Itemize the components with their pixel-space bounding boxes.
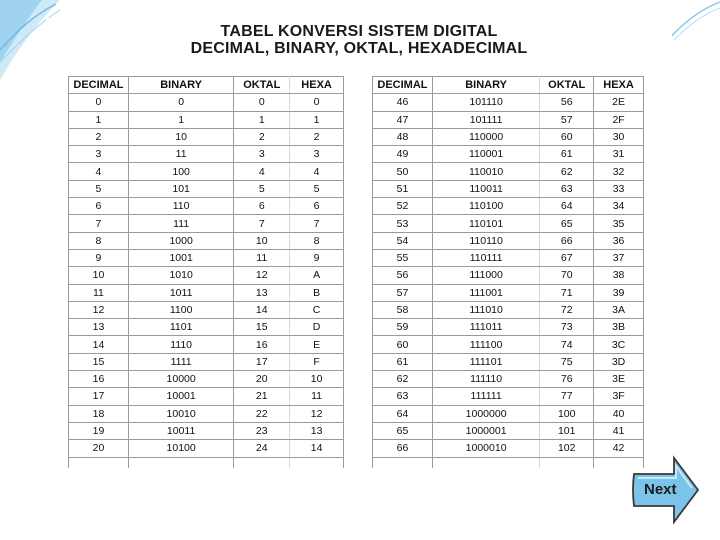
table-row [373,353,644,370]
table-cell: 12 [290,405,344,422]
table-row [373,198,644,215]
table-cell: A [290,267,344,284]
table-cell: 111100 [432,336,539,353]
table-row [69,198,344,215]
table-cell: 1101 [128,319,233,336]
table-row [69,94,344,111]
table-cell: 11 [234,249,290,266]
table-row [69,232,344,249]
table-cell: 101110 [432,94,539,111]
table-row [69,319,344,336]
table-cell: 15 [234,319,290,336]
slide-subtitle: DECIMAL, BINARY, OKTAL, HEXADECIMAL [190,40,528,57]
table-cell: 5 [69,180,129,197]
table-cell: 1 [69,111,129,128]
table-cell: 101 [540,422,594,439]
table-cell: 10 [290,371,344,388]
table-cell: 110001 [432,146,539,163]
table-row [69,336,344,353]
table-cell: 39 [594,284,644,301]
table-cell: 62 [540,163,594,180]
table-cell: 56 [373,267,433,284]
table-cell: 61 [373,353,433,370]
table-row [373,319,644,336]
table-cell: 3 [234,146,290,163]
table-cell: 1011 [128,284,233,301]
table-cell: 10000 [128,371,233,388]
conversion-table-right [372,76,644,468]
column-header-oktal: OKTAL [540,77,594,94]
table-cell: 4 [69,163,129,180]
table-row [373,284,644,301]
table-cell: 100 [540,405,594,422]
table-cell: 57 [540,111,594,128]
table-cell: 11 [128,146,233,163]
table-cell: 8 [69,232,129,249]
table-row [69,405,344,422]
column-header-hexa: HEXA [594,77,644,94]
table-cell: 111101 [432,353,539,370]
column-header-hexa: HEXA [290,77,344,94]
table-row [373,422,644,439]
table-cell: 75 [540,353,594,370]
table-cell: 58 [373,301,433,318]
table-cell: 18 [69,405,129,422]
table-cell: 110100 [432,198,539,215]
table-row [69,249,344,266]
table-row [69,128,344,145]
table-cell: 101111 [432,111,539,128]
table-cell: 111011 [432,319,539,336]
table-cell: 6 [69,198,129,215]
table-row [373,128,644,145]
table-row [69,111,344,128]
table-cell: 3D [594,353,644,370]
table-cell: 65 [540,215,594,232]
conversion-table-left [68,76,344,468]
table-cell: 47 [373,111,433,128]
table-cell: 16 [69,371,129,388]
table-cell: 3A [594,301,644,318]
table-row [373,267,644,284]
table-cell: B [290,284,344,301]
table-cell: 10001 [128,388,233,405]
table-cell: 11 [69,284,129,301]
table-row [373,249,644,266]
table-cell: 0 [69,94,129,111]
table-cell: 20 [69,440,129,457]
table-cell: 5 [290,180,344,197]
table-row [373,405,644,422]
table-cell: 3 [290,146,344,163]
table-cell: 0 [128,94,233,111]
table-row [69,440,344,457]
table-cell: 21 [234,388,290,405]
table-cell: 36 [594,232,644,249]
table-cell: 3 [69,146,129,163]
table-cell: 7 [290,215,344,232]
table-cell: F [290,353,344,370]
table-cell: 14 [290,440,344,457]
table-cell: 0 [290,94,344,111]
table-cell: 57 [373,284,433,301]
table-cell: 110101 [432,215,539,232]
table-cell: 62 [373,371,433,388]
table-cell: E [290,336,344,353]
table-cell: 19 [69,422,129,439]
table-cell: 65 [373,422,433,439]
table-row [69,163,344,180]
table-cell: 7 [234,215,290,232]
table-cell: 23 [234,422,290,439]
table-cell: 110011 [432,180,539,197]
table-cell: 64 [373,405,433,422]
table-row [373,215,644,232]
table-cell: 66 [540,232,594,249]
table-cell: 6 [234,198,290,215]
table-row [373,440,644,457]
table-cell: 35 [594,215,644,232]
table-cell: 31 [594,146,644,163]
table-cell: 2 [234,128,290,145]
table-cell: 1110 [128,336,233,353]
table-cell: 100 [128,163,233,180]
table-cell: 33 [594,180,644,197]
table-cell: 10100 [128,440,233,457]
table-cell: 48 [373,128,433,145]
table-cell: 10010 [128,405,233,422]
table-row-continuation [69,457,344,468]
table-row [69,180,344,197]
table-cell: 17 [234,353,290,370]
table-cell: 17 [69,388,129,405]
table-cell: 66 [373,440,433,457]
table-cell: 3C [594,336,644,353]
table-cell: 9 [69,249,129,266]
table-cell: 10011 [128,422,233,439]
column-header-decimal: DECIMAL [373,77,433,94]
table-cell: 1000001 [432,422,539,439]
table-cell: 110111 [432,249,539,266]
table-cell: 73 [540,319,594,336]
table-cell: 1100 [128,301,233,318]
table-cell: 60 [540,128,594,145]
table-cell: 111000 [432,267,539,284]
table-cell: 111001 [432,284,539,301]
table-cell: 110000 [432,128,539,145]
table-row [373,111,644,128]
column-header-binary: BINARY [432,77,539,94]
table-cell: 74 [540,336,594,353]
table-cell: 67 [540,249,594,266]
table-row [373,388,644,405]
table-cell: 77 [540,388,594,405]
table-cell: 14 [234,301,290,318]
table-cell: 1 [290,111,344,128]
table-cell: 52 [373,198,433,215]
table-cell: 1 [128,111,233,128]
table-row [69,284,344,301]
table-cell: 8 [290,232,344,249]
table-cell: 3E [594,371,644,388]
table-cell: 46 [373,94,433,111]
table-cell: 7 [69,215,129,232]
table-cell: 1001 [128,249,233,266]
table-cell: 1111 [128,353,233,370]
table-cell: 59 [373,319,433,336]
slide-title: TABEL KONVERSI SISTEM DIGITAL [220,23,498,40]
table-row [373,232,644,249]
table-cell: 22 [234,405,290,422]
table-cell: 111110 [432,371,539,388]
table-row [69,353,344,370]
table-cell: 63 [540,180,594,197]
table-cell: 111111 [432,388,539,405]
table-cell: 1000000 [432,405,539,422]
table-cell: 49 [373,146,433,163]
table-row-continuation [373,457,644,468]
table-cell: 10 [69,267,129,284]
table-cell: 0 [234,94,290,111]
table-cell: 38 [594,267,644,284]
table-cell: 2F [594,111,644,128]
table-cell: 5 [234,180,290,197]
table-cell: 14 [69,336,129,353]
table-cell: 60 [373,336,433,353]
table-cell: 3F [594,388,644,405]
table-row [373,180,644,197]
table-row [69,422,344,439]
table-cell: 12 [69,301,129,318]
table-cell: 40 [594,405,644,422]
table-row [69,215,344,232]
table-row [69,267,344,284]
table-row [373,146,644,163]
table-row [373,336,644,353]
table-cell: 10 [128,128,233,145]
table-cell: 13 [69,319,129,336]
table-cell: C [290,301,344,318]
table-cell: 20 [234,371,290,388]
table-cell: 55 [373,249,433,266]
column-header-oktal: OKTAL [234,77,290,94]
table-cell: 102 [540,440,594,457]
table-cell: 34 [594,198,644,215]
table-cell: 32 [594,163,644,180]
table-cell: 1000 [128,232,233,249]
table-cell: 12 [234,267,290,284]
table-cell: 53 [373,215,433,232]
table-cell: 110110 [432,232,539,249]
table-row [373,371,644,388]
table-cell: 3B [594,319,644,336]
next-button[interactable] [630,454,702,526]
table-cell: 13 [234,284,290,301]
table-cell: 4 [234,163,290,180]
table-cell: 71 [540,284,594,301]
table-cell: 2 [290,128,344,145]
table-cell: 110010 [432,163,539,180]
column-header-decimal: DECIMAL [69,77,129,94]
table-cell: 51 [373,180,433,197]
table-cell: 37 [594,249,644,266]
table-cell: 2E [594,94,644,111]
table-row [69,146,344,163]
table-cell: 101 [128,180,233,197]
slide-panel [46,18,672,463]
table-row [373,94,644,111]
table-cell: 54 [373,232,433,249]
table-cell: 4 [290,163,344,180]
table-cell: 64 [540,198,594,215]
table-cell: 9 [290,249,344,266]
table-cell: 111010 [432,301,539,318]
table-cell: 50 [373,163,433,180]
table-cell: 70 [540,267,594,284]
table-cell: 42 [594,440,644,457]
table-cell: 1000010 [432,440,539,457]
column-header-binary: BINARY [128,77,233,94]
table-cell: 15 [69,353,129,370]
table-cell: 63 [373,388,433,405]
table-cell: 30 [594,128,644,145]
table-row [69,301,344,318]
table-cell: 24 [234,440,290,457]
table-cell: 61 [540,146,594,163]
table-cell: 1010 [128,267,233,284]
table-cell: 11 [290,388,344,405]
table-cell: 16 [234,336,290,353]
table-cell: 56 [540,94,594,111]
table-cell: 6 [290,198,344,215]
table-cell: 110 [128,198,233,215]
table-cell: 41 [594,422,644,439]
next-button-label: Next [644,481,677,498]
table-cell: 2 [69,128,129,145]
table-row [373,301,644,318]
table-cell: 76 [540,371,594,388]
table-row [69,388,344,405]
table-cell: 13 [290,422,344,439]
table-cell: 111 [128,215,233,232]
table-cell: 72 [540,301,594,318]
table-cell: 10 [234,232,290,249]
table-row [69,371,344,388]
table-row [373,163,644,180]
table-cell: D [290,319,344,336]
table-cell: 1 [234,111,290,128]
